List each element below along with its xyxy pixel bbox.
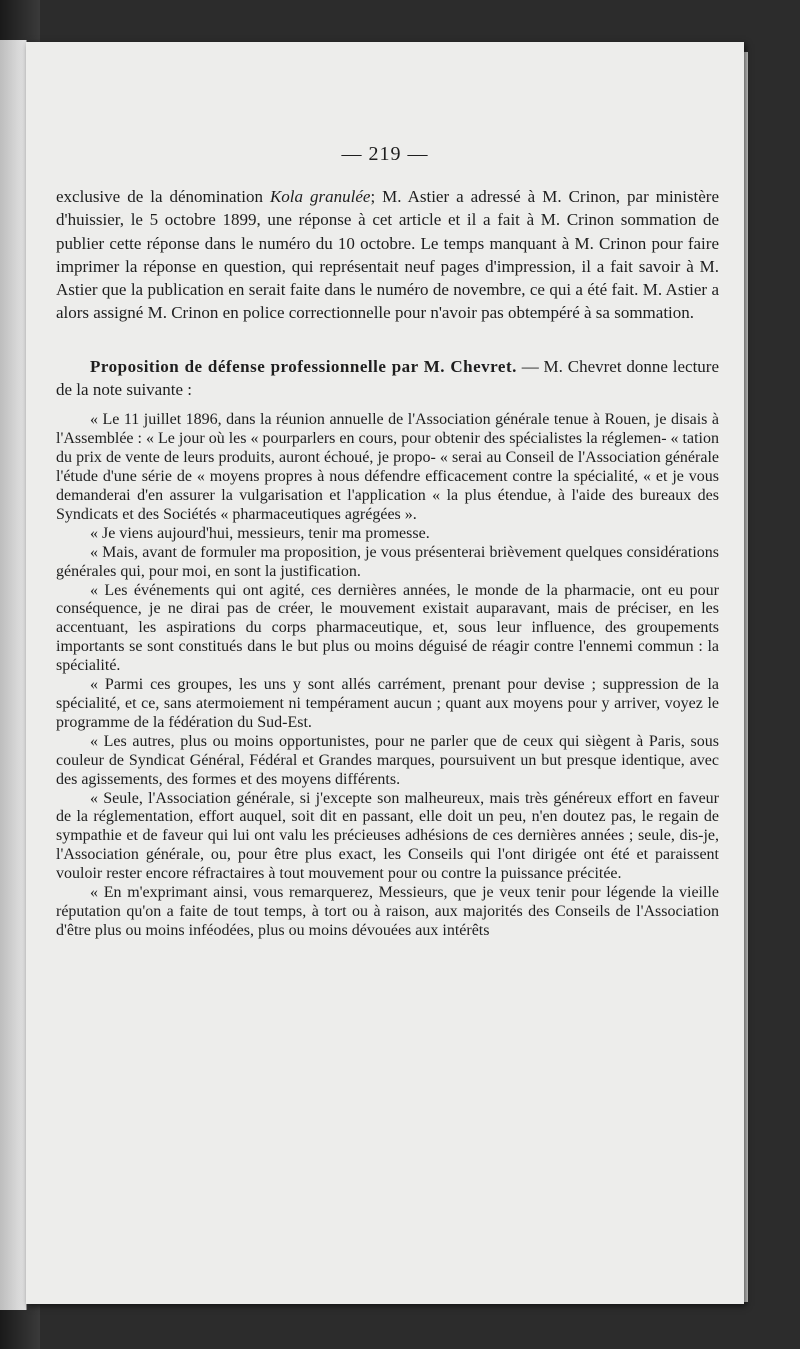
book-page [26,42,744,1304]
intro-italic-term: Kola granulée [269,187,371,206]
intro-text-start: exclusive de la dénomination [56,187,270,206]
quote-paragraph-1: « Le 11 juillet 1896, dans la réunion annuelle de l'Association générale tenue à Rouen, je disais à l'Assemblée : « Le jour où les « pourparlers en cours, pour obtenir des spécialistes la réglemen- « tation du prix de vente de leurs produits, auront échoué, je propo- « serai au Conseil de l'Association générale l'étude d'une série de « moyens propres à nous défendre efficacement contre la spécialité, « et je vous demanderai d'en assurer la vulgarisation et l'application « la plus étendue, à l'aide des bureaux des Syndicats et des Sociétés « pharmaceutiques agrégées ». [56,411,719,523]
quote-paragraph-3: « Mais, avant de formuler ma proposition, je vous présenterai brièvement quelques considérations générales qui, pour moi, en sont la justification. [56,543,719,580]
section-heading [56,355,719,402]
quote-paragraph-7: « Seule, l'Association générale, si j'excepte son malheureux, mais très généreux effort en faveur de la réglementation, effort auquel, soit dit en passant, elle doit un peu, n'en doutez pas, le regain de sympathie et de faveur qui lui ont valu les précieuses adhésions de ces dernières années ; seule, dis-je, l'Association générale, ou, pour être plus exact, les Conseils qui l'ont dirigée ont été et paraissent vouloir rester encore réfractaires à tout mouvement pour ou contre la puissance précitée. [56,789,719,883]
quote-paragraph-5: « Parmi ces groupes, les uns y sont allés carrément, prenant pour devise ; suppression de la spécialité, et ce, sans atermoiement ni tempérament aucun ; quant aux moyens pour y arriver, voyez le programme de la fédération du Sud-Est. [56,676,719,731]
paragraph-intro [56,185,719,325]
intro-text-rest: ; M. Astier a adressé à M. Crinon, par ministère d'huissier, le 5 octobre 1899, une réponse à cet article et il a fait à M. Crinon sommation de publier cette réponse dans le numéro du 10 octobre. Le temps manquant à M. Crinon pour faire imprimer la réponse en question, qui représentait neuf pages d'impression, il a fait savoir à M. Astier que la publication en serait faite dans le numéro de novembre, ce qui a été fait. M. Astier a alors assigné M. Crinon en police correctionnelle pour n'avoir pas obtempéré à sa sommation. [56,187,719,323]
previous-page-edge [0,40,27,1310]
quote-paragraph-4: « Les événements qui ont agité, ces dernières années, le monde de la pharmacie, ont eu pour conséquence, je ne dirai pas de créer, le mouvement existait auparavant, mais de préciser, en les accentuant, les aspirations du corps pharmaceutique, et, sous leur influence, des groupements importants se sont constitués dans le but plus ou moins déguisé de réagir contre l'ennemi commun : la spécialité. [56,581,719,675]
quote-paragraph-2: « Je viens aujourd'hui, messieurs, tenir ma promesse. [90,524,430,542]
quote-paragraph-6: « Les autres, plus ou moins opportunistes, pour ne parler que de ceux qui siègent à Paris, sous couleur de Syndicat Général, Fédéral et Grandes marques, poursuivent un but presque identique, avec des agissements, des formes et des moyens différents. [56,732,719,788]
section-heading-lead: — M. Chevret donne lecture de la note suivante : [56,356,720,400]
page-body [56,185,719,941]
section-heading-title: Proposition de défense professionnelle par M. Chevret. [90,356,517,376]
quote-paragraph-8: « En m'exprimant ainsi, vous remarquerez, Messieurs, que je veux tenir pour légende la vieille réputation qu'on a faite de tout temps, à tort ou à raison, aux majorités des Conseils de l'Association d'être plus ou moins inféodées, plus ou moins dévouées aux intérêts [56,884,719,939]
page-number: — 219 — [341,143,429,165]
